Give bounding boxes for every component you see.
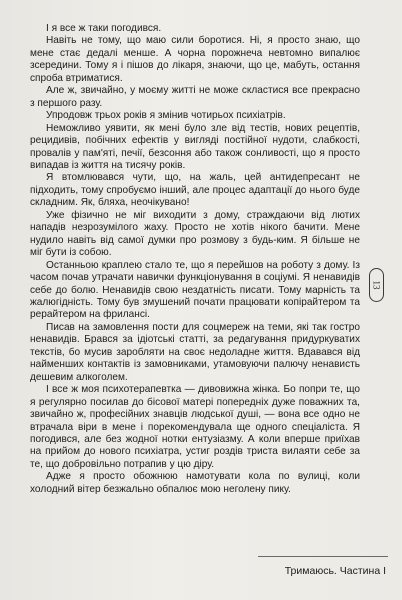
page-number: 13	[371, 280, 382, 290]
paragraph: Я втомлювався чути, що, на жаль, цей антидепресант не підходить, тому спробуємо інший, але процес адаптації до нього буде складним. Як, бляха, неочікувано!	[30, 172, 360, 209]
footer-rule	[258, 556, 388, 557]
paragraph: Неможливо уявити, як мені було зле від тестів, нових рецептів, рецидивів, побічних ефектів у вигляді постійної нудоти, слабкості, провалів у пам'яті, печії, безсоння або також сонливості, що я просто випадав із життя на тисячу років.	[30, 122, 360, 171]
paragraph: Писав на замовлення пости для соцмереж на теми, які так гостро ненавидів. Брався за ідіотські статті, за редагування придуркуватих текстів, бо мусив заробляти на своє недоладне життя. Вдавався від найменших контактів із замовниками, утамовуючи палючу ненависть дешевим алкоголем.	[30, 321, 360, 383]
paragraph: І все ж моя психотерапевтка — дивовижна жінка. Бо попри те, що я регулярно посилав до бісової матері попередніх дуже поважних та, звичайно ж, професійних знавців людської душі, — вона все одно не втрачала віри в мене і порекомендувала ще одного спеціаліста. Я погодився, але без жодної нотки ентузіазму. А коли вперше приїхав на прийом до нового психіатра, устиг роздів триста вилаяти себе за те, що добровільно потрапив у цю діру.	[30, 384, 360, 470]
paragraph: Упродовж трьох років я змінив чотирьох психіатрів.	[46, 110, 286, 122]
paragraph: Адже я просто обожнюю намотувати кола по вулиці, коли холодний вітер безжально обпалює мою неголену пику.	[30, 471, 360, 495]
paragraph: Навіть не тому, що маю сили боротися. Ні, я просто знаю, що мене стає дедалі менше. А чорна порожнеча невтомно випалює зсередини. Тому я і пішов до лікаря, знаючи, що це, мабуть, остання спроба втриматися.	[30, 35, 360, 84]
running-footer: Тримаюсь. Частина І	[284, 565, 386, 577]
paragraph: Уже фізично не міг виходити з дому, страждаючи від лютих нападів незрозумілого жаху. Просто не хотів нікого бачити. Мене нудило навіть від самої думки про розмову з будь-ким. Я більше не міг бути із собою.	[30, 209, 360, 259]
paragraph: Останньою краплею стало те, що я перейшов на роботу з дому. Із часом почав утрачати навички функціонування в соціумі. Я ненавидів себе до болю. Ненавидів свою нездатність писати. Тому марність та жалюгідність. Тому був змушений почати працювати копірайтером та рерайтером на фрилансі.	[30, 259, 360, 321]
paragraph: І я все ж таки погодився.	[46, 23, 162, 34]
paragraph: Але ж, звичайно, у моєму житті не може скластися все прекрасно з першого разу.	[30, 85, 360, 109]
body-text	[30, 23, 360, 496]
page-number-badge	[369, 268, 384, 302]
